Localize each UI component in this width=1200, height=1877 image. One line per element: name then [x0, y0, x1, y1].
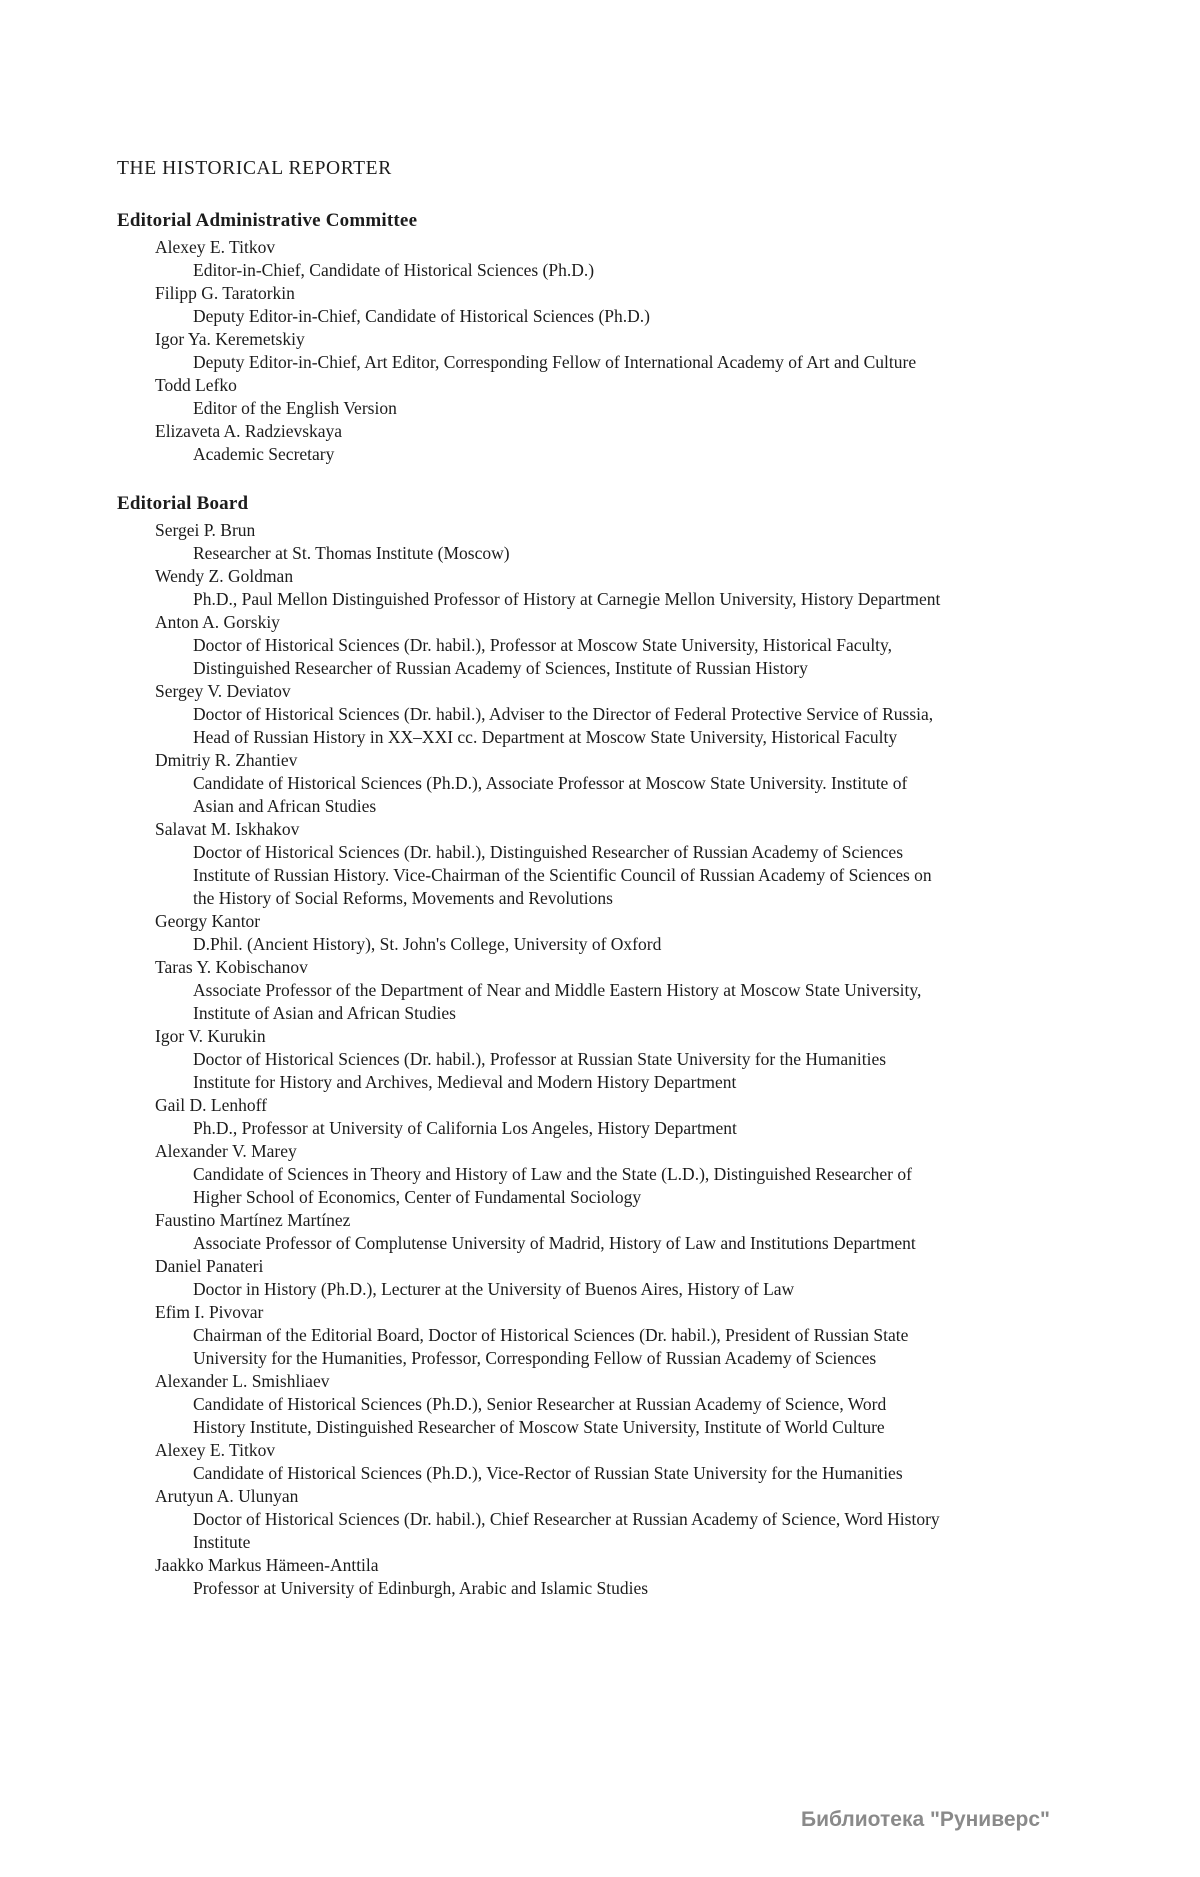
member-entry [117, 910, 1097, 956]
member-role: Doctor of Historical Sciences (Dr. habil.), Professor at Moscow State University, Historical Faculty, Distinguished Researcher of Russian Academy of Sciences, Institute of Russian History [193, 635, 893, 678]
member-entry [117, 956, 1097, 1025]
member-entry [117, 420, 1097, 466]
member-entry [117, 1209, 1097, 1255]
member-entry [117, 565, 1097, 611]
member-role: Doctor of Historical Sciences (Dr. habil.), Professor at Russian State University for the Humanities Institute for History and Archives, Medieval and Modern History Department [193, 1049, 887, 1092]
section-editorial-administrative-committee [117, 210, 1097, 466]
member-name: Efim I. Pivovar [155, 1302, 264, 1322]
member-entry [117, 328, 1097, 374]
member-entry [117, 680, 1097, 749]
member-name: Jaakko Markus Hämeen-Anttila [155, 1555, 379, 1575]
library-watermark: Библиотека "Руниверс" [800, 1808, 1050, 1831]
member-name: Alexander L. Smishliaev [155, 1371, 330, 1391]
member-entry [117, 818, 1097, 910]
member-name: Elizaveta A. Radzievskaya [155, 421, 343, 441]
member-role: Deputy Editor-in-Chief, Art Editor, Corresponding Fellow of International Academy of Art and Culture [193, 352, 917, 372]
member-role: Professor at University of Edinburgh, Arabic and Islamic Studies [193, 1578, 649, 1598]
section-heading: Editorial Administrative Committee [117, 210, 418, 231]
section-editorial-board [117, 493, 1097, 1600]
member-entry [117, 1255, 1097, 1301]
member-role: Deputy Editor-in-Chief, Candidate of Historical Sciences (Ph.D.) [193, 306, 650, 326]
member-entry [117, 749, 1097, 818]
member-name: Faustino Martínez Martínez [155, 1210, 351, 1230]
member-name: Filipp G. Taratorkin [155, 283, 295, 303]
member-role: Chairman of the Editorial Board, Doctor of Historical Sciences (Dr. habil.), President of Russian State University for the Humanities, Professor, Corresponding Fellow of Russian Academy of Sciences [193, 1325, 909, 1368]
member-entry [117, 236, 1097, 282]
member-entry [117, 1439, 1097, 1485]
member-role: Doctor in History (Ph.D.), Lecturer at the University of Buenos Aires, History of Law [193, 1279, 795, 1299]
member-name: Sergey V. Deviatov [155, 681, 291, 701]
member-role: Doctor of Historical Sciences (Dr. habil.), Chief Researcher at Russian Academy of Science, Word History Institute [193, 1509, 940, 1552]
member-role: Ph.D., Professor at University of California Los Angeles, History Department [193, 1118, 737, 1138]
member-role: Associate Professor of the Department of Near and Middle Eastern History at Moscow State University, Institute of Asian and African Studies [193, 980, 922, 1023]
member-name: Igor V. Kurukin [155, 1026, 266, 1046]
member-entry [117, 1094, 1097, 1140]
member-role: Editor-in-Chief, Candidate of Historical Sciences (Ph.D.) [193, 260, 595, 280]
member-role: Candidate of Sciences in Theory and History of Law and the State (L.D.), Distinguished Researcher of Higher School of Economics, Center of Fundamental Sociology [193, 1164, 912, 1207]
member-role: Associate Professor of Complutense University of Madrid, History of Law and Institutions Department [193, 1233, 916, 1253]
member-name: Alexander V. Marey [155, 1141, 297, 1161]
member-role: Candidate of Historical Sciences (Ph.D.), Vice-Rector of Russian State University for the Humanities [193, 1463, 903, 1483]
member-role: Candidate of Historical Sciences (Ph.D.), Senior Researcher at Russian Academy of Science, Word History Institute, Distinguished Researcher of Moscow State University, Institute of World Culture [193, 1394, 887, 1437]
member-role: Candidate of Historical Sciences (Ph.D.), Associate Professor at Moscow State University. Institute of Asian and African Studies [193, 773, 908, 816]
member-name: Wendy Z. Goldman [155, 566, 294, 586]
member-role: Doctor of Historical Sciences (Dr. habil.), Distinguished Researcher of Russian Academy of Sciences Institute of Russian History. Vice-Chairman of the Scientific Council of Russian Academy of Sciences on the History of Social Reforms, Movements and Revolutions [193, 842, 932, 908]
member-role: Ph.D., Paul Mellon Distinguished Professor of History at Carnegie Mellon University, History Department [193, 589, 941, 609]
member-list [117, 519, 1097, 1600]
member-name: Arutyun A. Ulunyan [155, 1486, 299, 1506]
member-name: Taras Y. Kobischanov [155, 957, 308, 977]
member-name: Alexey E. Titkov [155, 1440, 276, 1460]
member-entry [117, 519, 1097, 565]
member-name: Alexey E. Titkov [155, 237, 276, 257]
member-name: Igor Ya. Keremetskiy [155, 329, 305, 349]
member-name: Dmitriy R. Zhantiev [155, 750, 298, 770]
member-name: Anton A. Gorskiy [155, 612, 280, 632]
member-role: D.Phil. (Ancient History), St. John's College, University of Oxford [193, 934, 662, 954]
member-name: Georgy Kantor [155, 911, 261, 931]
member-entry [117, 1301, 1097, 1370]
section-heading: Editorial Board [117, 493, 249, 514]
member-role: Editor of the English Version [193, 398, 397, 418]
member-name: Sergei P. Brun [155, 520, 256, 540]
member-name: Salavat M. Iskhakov [155, 819, 300, 839]
member-entry [117, 282, 1097, 328]
document-page [117, 158, 1097, 1627]
member-entry [117, 1485, 1097, 1554]
member-role: Academic Secretary [193, 444, 335, 464]
member-name: Daniel Panateri [155, 1256, 264, 1276]
member-name: Gail D. Lenhoff [155, 1095, 267, 1115]
member-entry [117, 1370, 1097, 1439]
member-entry [117, 1025, 1097, 1094]
member-entry [117, 1554, 1097, 1600]
member-entry [117, 611, 1097, 680]
member-role: Doctor of Historical Sciences (Dr. habil.), Adviser to the Director of Federal Protective Service of Russia, Head of Russian History in XX–XXI cc. Department at Moscow State University, Historical Faculty [193, 704, 934, 747]
member-entry [117, 1140, 1097, 1209]
sections-container [117, 210, 1097, 1600]
member-entry [117, 374, 1097, 420]
member-name: Todd Lefko [155, 375, 237, 395]
member-role: Researcher at St. Thomas Institute (Moscow) [193, 543, 510, 563]
page-title: THE HISTORICAL REPORTER [117, 158, 392, 179]
member-list [117, 236, 1097, 466]
